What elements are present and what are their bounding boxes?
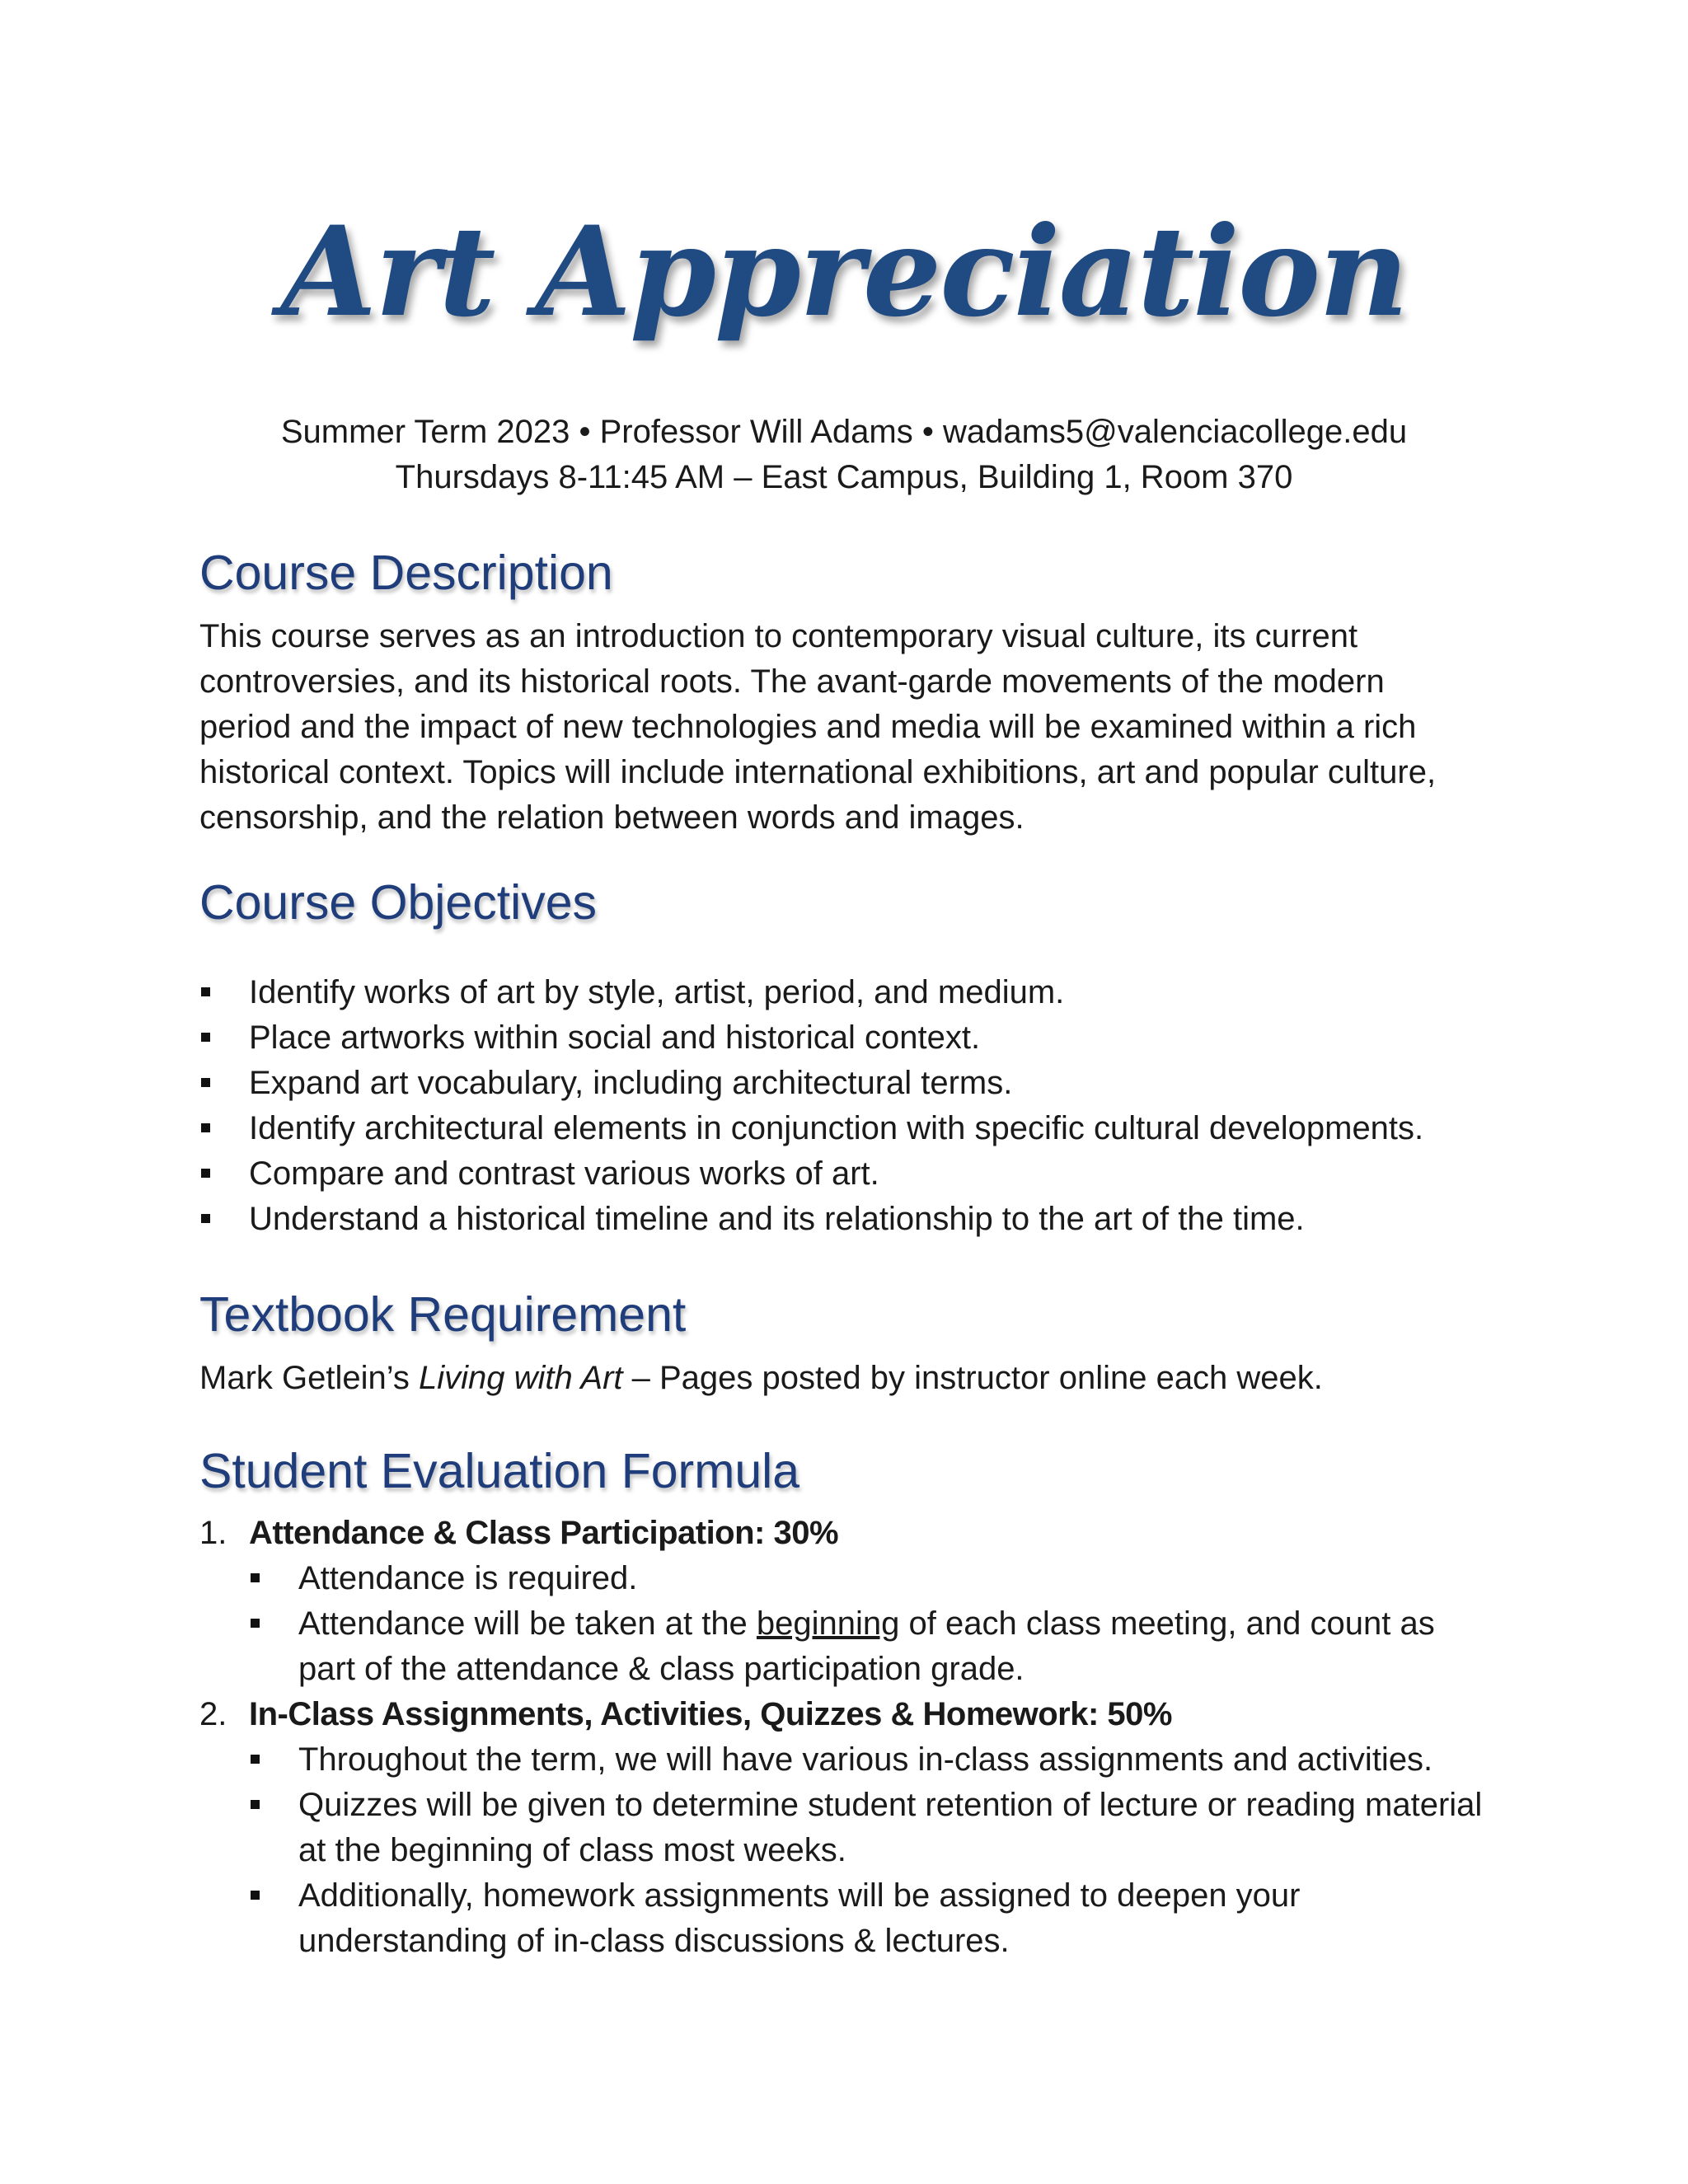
textbook-heading: Textbook Requirement: [199, 1287, 687, 1342]
course-info-line: Summer Term 2023 • Professor Will Adams • wadams5@valenciacollege.edu: [280, 414, 1408, 450]
list-item: Expand art vocabulary, including architectural terms.: [199, 1061, 1518, 1106]
bullet-square-icon: [251, 1891, 260, 1900]
evaluation-item-title: In-Class Assignments, Activities, Quizzes & Homework: 50%: [249, 1696, 1172, 1732]
course-title: Art Appreciation: [280, 199, 1408, 344]
bullet-square-icon: [201, 1078, 210, 1087]
evaluation-list: [199, 1511, 1485, 1964]
bullet-square-icon: [201, 1033, 210, 1042]
list-item: Throughout the term, we will have various in-class assignments and activities.: [249, 1737, 1485, 1783]
item-number: 2.: [199, 1696, 227, 1732]
list-item: Understand a historical timeline and its relationship to the art of the time.: [199, 1197, 1518, 1242]
schedule-line: Thursdays 8-11:45 AM – East Campus, Building 1, Room 370: [395, 459, 1293, 495]
course-objectives-heading: Course Objectives: [199, 875, 598, 930]
textbook-text: Mark Getlein’s Living with Art – Pages posted by instructor online each week.: [199, 1360, 1323, 1396]
evaluation-item: [199, 1692, 1485, 1964]
bullet-square-icon: [201, 1169, 210, 1178]
list-item: Attendance will be taken at the beginning of each class meeting, and count as part of the attendance & class participation grade.: [249, 1601, 1485, 1692]
evaluation-sublist: [249, 1556, 1485, 1692]
objectives-list: [199, 970, 1518, 1242]
underlined-word: beginning: [756, 1605, 900, 1642]
evaluation-sublist: [249, 1737, 1485, 1964]
bullet-square-icon: [251, 1755, 260, 1764]
bullet-square-icon: [251, 1573, 260, 1582]
list-item: Compare and contrast various works of art.: [199, 1151, 1518, 1197]
evaluation-item-title: Attendance & Class Participation: 30%: [249, 1515, 839, 1551]
list-item: Attendance is required.: [249, 1556, 1485, 1601]
course-description-heading: Course Description: [199, 546, 613, 600]
bullet-square-icon: [201, 1123, 210, 1132]
list-item: Place artworks within social and historical context.: [199, 1015, 1518, 1061]
list-item: Identify works of art by style, artist, period, and medium.: [199, 970, 1518, 1015]
list-item: Identify architectural elements in conjunction with specific cultural developments.: [199, 1106, 1518, 1151]
list-item: Additionally, homework assignments will be assigned to deepen your understanding of in-class discussions & lectures.: [249, 1873, 1485, 1964]
course-description-text: This course serves as an introduction to contemporary visual culture, its current controversies, and its historical roots. The avant-garde movements of the modern period and the impact of new technologies and media will be examined within a rich historical context. Topics will include international exhibitions, art and popular culture, censorship, and the relation between words and images.: [199, 618, 1437, 836]
evaluation-heading: Student Evaluation Formula: [199, 1444, 800, 1498]
bullet-square-icon: [201, 1214, 210, 1223]
bullet-square-icon: [251, 1619, 260, 1628]
evaluation-item: [199, 1511, 1485, 1692]
list-item: Quizzes will be given to determine student retention of lecture or reading material at the beginning of class most weeks.: [249, 1783, 1485, 1873]
bullet-square-icon: [201, 987, 210, 996]
item-number: 1.: [199, 1515, 227, 1551]
bullet-square-icon: [251, 1800, 260, 1809]
book-title: Living with Art: [419, 1360, 623, 1396]
